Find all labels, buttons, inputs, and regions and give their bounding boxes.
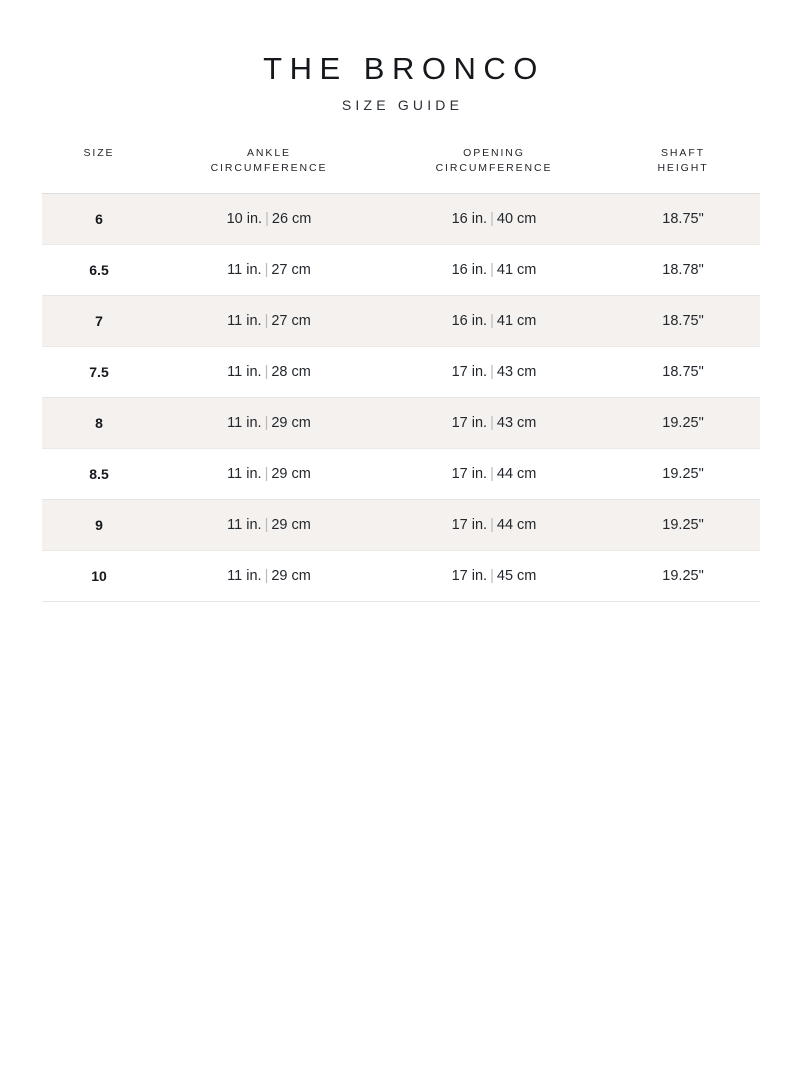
cell-ankle-cm: 27 cm [271,261,311,278]
unit-separator: | [264,363,269,380]
unit-separator: | [264,465,269,482]
column-header-ankle-line2: CIRCUMFERENCE [210,162,328,175]
table-row [42,244,760,295]
cell-opening-inches: 17 in. [451,363,488,380]
unit-separator: | [490,363,494,380]
cell-opening-cm: 43 cm [496,414,537,431]
cell-opening-inches: 16 in. [451,312,488,329]
cell-ankle-cm: 29 cm [271,465,311,482]
column-header-opening-line2: CIRCUMFERENCE [435,162,553,175]
page-subtitle: SIZE GUIDE [341,97,464,114]
table-row [42,499,760,550]
cell-ankle [157,295,382,346]
column-header-size-line1: SIZE [83,147,115,160]
unit-separator: | [490,414,494,431]
unit-separator: | [264,261,269,278]
cell-shaft-height: 19.25" [607,499,760,550]
size-table-container [42,146,760,601]
page-header [0,0,801,113]
cell-opening [382,550,607,601]
unit-separator: | [264,516,269,533]
cell-ankle [157,397,382,448]
column-header-size [42,146,157,193]
cell-shaft-height: 18.78" [607,244,760,295]
cell-ankle-cm: 26 cm [271,210,312,227]
cell-opening-cm: 44 cm [496,516,537,533]
unit-separator: | [490,567,494,584]
cell-ankle-inches: 11 in. [227,414,262,431]
cell-size: 7 [42,295,157,346]
cell-opening [382,193,607,244]
unit-separator: | [490,210,494,227]
cell-opening [382,448,607,499]
cell-size: 10 [42,550,157,601]
cell-opening [382,244,607,295]
cell-ankle-inches: 11 in. [227,261,262,278]
cell-shaft-height: 19.25" [607,448,760,499]
column-header-shaft-height [607,146,760,193]
cell-ankle [157,448,382,499]
table-row [42,397,760,448]
unit-separator: | [490,312,494,329]
cell-ankle [157,244,382,295]
table-row [42,346,760,397]
cell-opening [382,346,607,397]
column-header-opening-circumference [382,146,607,193]
column-header-opening-line1: OPENING [463,147,525,160]
cell-ankle-inches: 11 in. [227,567,262,584]
cell-shaft-height: 18.75" [607,193,760,244]
table-row [42,295,760,346]
table-row [42,193,760,244]
cell-ankle-cm: 27 cm [271,312,311,329]
column-header-ankle-line1: ANKLE [247,147,291,160]
column-header-ankle-circumference [157,146,382,193]
cell-ankle [157,550,382,601]
size-table [42,146,760,601]
cell-opening-cm: 40 cm [496,210,537,227]
cell-opening [382,397,607,448]
cell-size: 6.5 [42,244,157,295]
cell-size: 8.5 [42,448,157,499]
cell-opening-inches: 17 in. [451,567,488,584]
cell-shaft-height: 19.25" [607,550,760,601]
cell-opening-inches: 16 in. [451,210,488,227]
table-row [42,448,760,499]
cell-shaft-height: 18.75" [607,295,760,346]
unit-separator: | [264,567,269,584]
cell-opening-inches: 17 in. [451,516,488,533]
table-row [42,550,760,601]
cell-ankle-cm: 29 cm [271,414,311,431]
column-header-shaft-line2: HEIGHT [657,162,709,175]
cell-ankle-inches: 11 in. [227,312,262,329]
cell-ankle-inches: 10 in. [226,210,263,227]
cell-ankle [157,499,382,550]
unit-separator: | [490,516,494,533]
cell-ankle-cm: 29 cm [271,516,311,533]
size-table-body [42,193,760,601]
cell-ankle [157,346,382,397]
cell-opening-cm: 45 cm [496,567,537,584]
cell-ankle-inches: 11 in. [227,363,262,380]
page-title: THE BRONCO [263,51,545,86]
cell-opening-cm: 43 cm [496,363,537,380]
size-table-head [42,146,760,193]
unit-separator: | [265,210,269,227]
cell-ankle-inches: 11 in. [227,516,262,533]
unit-separator: | [490,261,494,278]
cell-opening-inches: 17 in. [451,414,488,431]
unit-separator: | [264,414,269,431]
cell-size: 8 [42,397,157,448]
cell-opening [382,295,607,346]
cell-opening-cm: 44 cm [496,465,537,482]
unit-separator: | [490,465,494,482]
cell-size: 6 [42,193,157,244]
column-header-shaft-line1: SHAFT [661,147,705,160]
cell-ankle-inches: 11 in. [227,465,262,482]
cell-ankle-cm: 28 cm [271,363,311,380]
cell-ankle [157,193,382,244]
unit-separator: | [264,312,269,329]
cell-shaft-height: 18.75" [607,346,760,397]
cell-ankle-cm: 29 cm [271,567,311,584]
cell-size: 7.5 [42,346,157,397]
cell-opening-cm: 41 cm [496,312,537,329]
cell-size: 9 [42,499,157,550]
cell-opening-inches: 16 in. [451,261,488,278]
cell-shaft-height: 19.25" [607,397,760,448]
cell-opening [382,499,607,550]
table-header-row [42,146,760,193]
cell-opening-cm: 41 cm [496,261,537,278]
cell-opening-inches: 17 in. [451,465,488,482]
